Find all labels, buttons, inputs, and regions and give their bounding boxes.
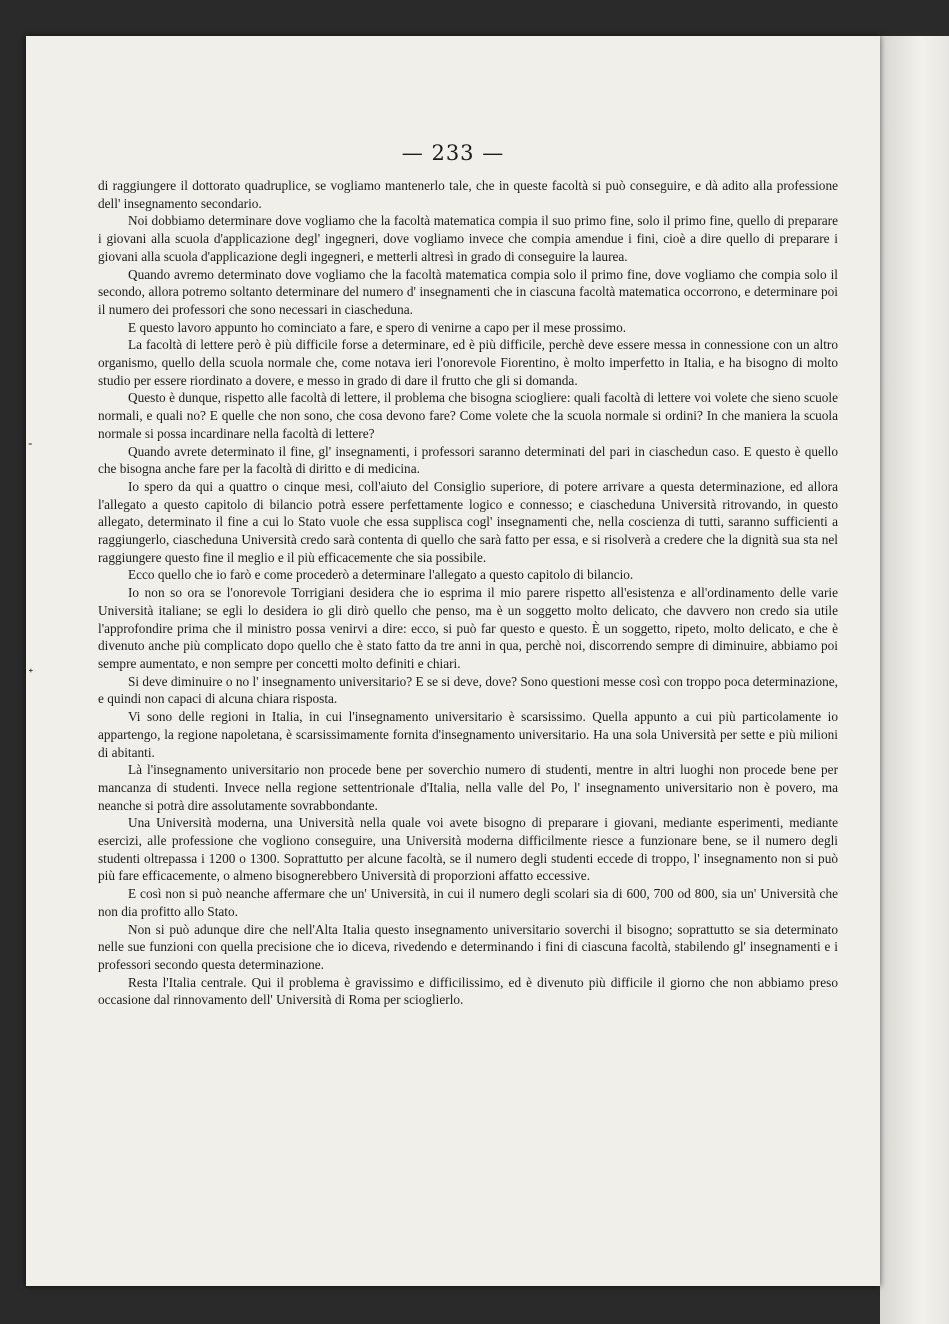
paragraph: E questo lavoro appunto ho cominciato a fare, e spero di venirne a capo per il mese prossimo. <box>128 319 627 335</box>
paragraph: Quando avrete determinato il fine, gl' insegnamenti, i professori saranno determinati del pari in ciaschedun caso. E questo è quello che bisogna anche fare per la facoltà di diritto e di medicina. <box>98 443 838 477</box>
page-edge <box>880 36 949 1324</box>
paragraph: di raggiungere il dottorato quadruplice, se vogliamo mantenerlo tale, che in queste facoltà si può conseguire, e dà adito alla professione dell' insegnamento secondario. <box>98 178 838 211</box>
paragraph: Là l'insegnamento universitario non procede bene per soverchio numero di studenti, mentre in altri luoghi non procede bene per mancanza di studenti. Invece nella regione settentrionale d'Italia, nella valle del Po, l' insegnamento universitario non è povero, ma neanche si potrà dire assolutamente sovrabbondante. <box>98 762 838 813</box>
paragraph: Ecco quello che io farò e come procederò a determinare l'allegato a questo capitolo di bilancio. <box>128 567 634 583</box>
paragraph: Resta l'Italia centrale. Qui il problema è gravissimo e difficilissimo, ed è divenuto più difficile il giorno che non abbiamo preso occasione dal rinnovamento dell' Università di Roma per scioglierlo. <box>98 974 838 1008</box>
page-number: — 233 — <box>401 141 505 165</box>
paragraph: Vi sono delle regioni in Italia, in cui l'insegnamento universitario è scarsissimo. Quella appunto a cui più particolamente io appartengo, la regione napoletana, è scarsissimamente fornita d'insegnamento universitario. Ha una sola Università per sette e più milioni di abitanti. <box>98 709 838 760</box>
paragraph: Io non so ora se l'onorevole Torrigiani desidera che io esprima il mio parere rispetto all'esistenza e all'ordinamento delle varie Università italiane; se egli lo desidera io gli dirò quello che penso, ma è un soggetto molto delicato, che davvero non credo sia utile l'approfondire prima che il ministro possa venirvi a dire: ecco, si può far questo e questo. È un soggetto, ripeto, molto delicato, e che è divenuto anche più complicato dopo quello che è stato fatto da tre anni in qua, perchè noi, discorrendo sempre di diminuire, abbiamo poi sempre aumentato, e non sempre per concetti molto definiti e chiari. <box>98 585 838 671</box>
paragraph: Una Università moderna, una Università nella quale voi avete bisogno di preparare i giovani, mediante esperimenti, mediante esercizi, alle professione che vogliono conseguire, una Università moderna difficilmente riesce a funzionare bene, se il numero degli studenti oltrepassa i 1200 o 1300. Soprattutto per alcune facoltà, se il numero degli studenti eccede di troppo, l' insegnamento non si può più fare efficacemente, o almeno bisognerebbero Università di proporzioni affatto eccessive. <box>98 815 838 884</box>
document-page <box>26 36 880 1286</box>
paragraph: La facoltà di lettere però è più difficile forse a determinare, ed è più difficile, perchè deve essere messa in connessione con un altro organismo, quello della scuola normale che, come notava ieri l'onorevole Fiorentino, è molto imperfetto in Italia, e ha bisogno di molto studio per essere riordinato a dovere, e messo in grado di dare il frutto che gli si domanda. <box>98 337 838 388</box>
paragraph: Noi dobbiamo determinare dove vogliamo che la facoltà matematica compia il suo primo fine, solo il primo fine, quello di preparare i giovani alla scuola d'applicazione degl' ingegneri, dove vogliamo invece che compia amendue i fini, cioè a dire quello di preparare i giovani alla scuola d'applicazione degli ingegneri, e metterli altresì in grado di conseguire la laurea. <box>98 213 838 264</box>
paragraph: Si deve diminuire o no l' insegnamento universitario? E se si deve, dove? Sono questioni messe così con troppo poca determinazione, e quindi non capaci di alcuna chiara risposta. <box>98 673 838 707</box>
paragraph: Non si può adunque dire che nell'Alta Italia questo insegnamento universitario soverchi il bisogno; soprattutto se sia determinato nelle sue funzioni con quella precisione che io diceva, rivedendo e determinando i fini di ciascuna facoltà, stabilendo gl' insegnamenti e i professori secondo questa determinazione. <box>98 921 838 972</box>
paragraph: Questo è dunque, rispetto alle facoltà di lettere, il problema che bisogna sciogliere: quali facoltà di lettere voi volete che sieno scuole normali, e quali no? E quelle che non sono, che cosa devono fare? Come volete che la scuola normale si ordini? In che maniera la scuola normale si possa incardinare nella facoltà di lettere? <box>98 390 838 441</box>
paragraph: Quando avremo determinato dove vogliamo che la facoltà matematica compia solo il primo fine, dove vogliamo che compia solo il secondo, allora potremo soltanto determinare del numero d' insegnamenti che in ciascuna facoltà matematica occorrono, e determinare poi il numero dei professori che sono necessari in ciascheduna. <box>98 266 838 317</box>
margin-mark: ᐩ <box>28 666 34 682</box>
margin-mark: ˗ <box>28 436 33 452</box>
paragraph: E così non si può neanche affermare che un' Università, in cui il numero degli scolari sia di 600, 700 od 800, sia un' Università che non dia profitto allo Stato. <box>98 886 838 919</box>
paragraph: Io spero da qui a quattro o cinque mesi, coll'aiuto del Consiglio superiore, di potere arrivare a questa determinazione, ed allora l'allegato a questo capitolo di bilancio potrà essere perfettamente logico e connesso; e ciascheduna Università ritrovando, in questo allegato, determinato il fine a cui lo Stato vuole che essa supplisca cogl' insegnamenti che, nella coscienza di tutti, saranno sufficienti a raggiungerlo, ciascheduna Università credo sarà contenta di quello che sarà fatto per essa, e si risolverà a credere che la dignità sua sta nel raggiungere questo fine il meglio e il più efficacemente che sia possibile. <box>98 478 838 565</box>
body-text <box>98 177 838 1009</box>
